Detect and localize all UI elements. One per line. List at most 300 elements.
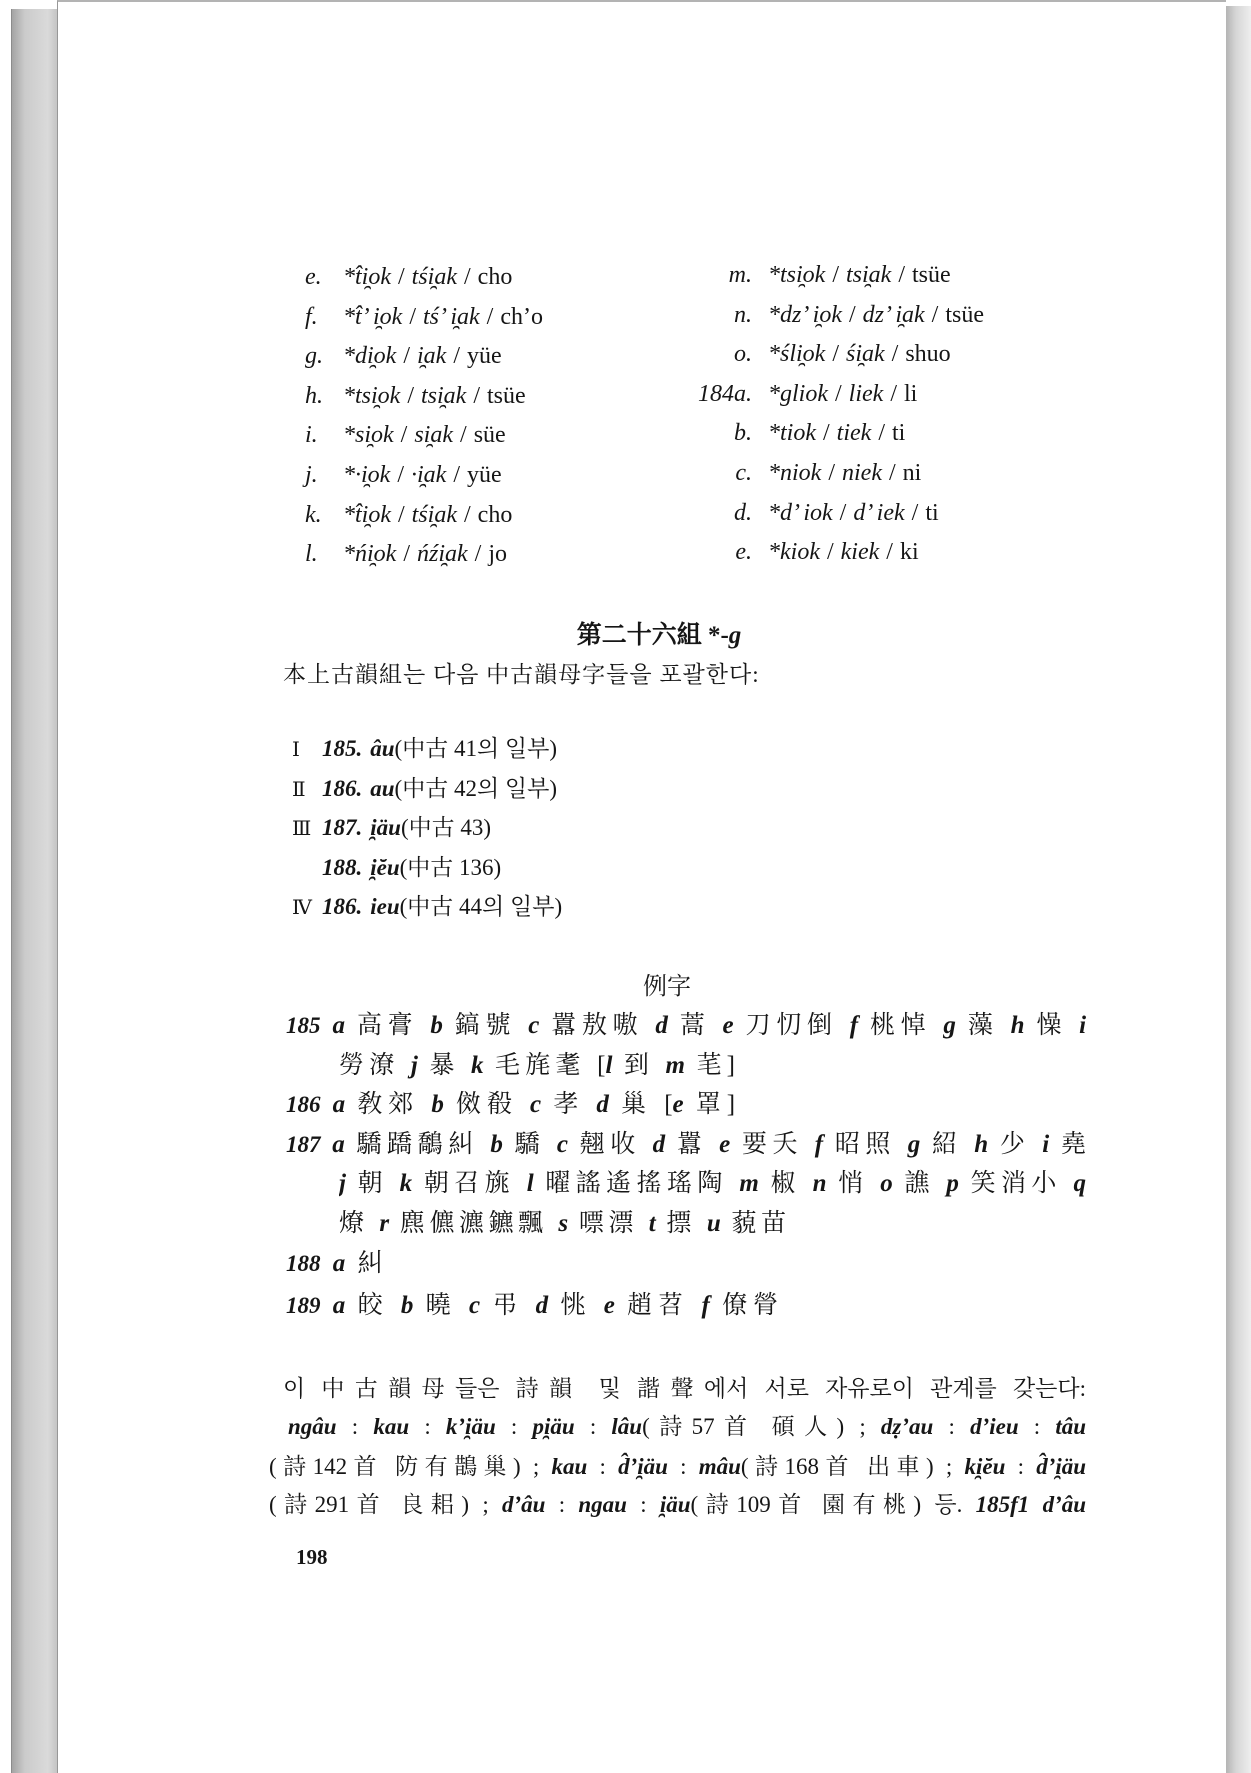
rime-note: (中古 44의 일부) [399,894,563,920]
separator: / [832,341,839,368]
separator: / [400,422,408,449]
examples-heading: 例字 [643,974,691,1000]
romanized-text: lâu [611,1414,643,1439]
rime-list [292,729,562,927]
example-characters: 僚膋 [722,1292,778,1320]
romanized-text: i [1042,1130,1050,1158]
romanized-text: h [974,1130,989,1158]
archaic-reading: *tiok [768,420,816,447]
archaic-reading: *niok [768,459,822,486]
example-characters: 懆 [1036,1012,1068,1039]
modern-reading: ki [899,539,919,566]
separator: / [473,382,480,409]
ancient-reading: ·i̯ak [411,461,447,488]
romanized-text: k [399,1170,413,1198]
archaic-reading: *t̂i̯ok [343,264,391,290]
romanized-text: g [943,1012,956,1039]
romanized-text: d [652,1130,666,1158]
example-letter [431,1091,444,1118]
example-lines [286,1006,1086,1326]
transcription-entry [305,377,543,417]
ancient-reading: d’ iek [853,499,905,526]
entry-label: i. [305,422,318,449]
separator: / [464,501,471,528]
romanized-text: a [332,1292,346,1320]
modern-reading: süe [473,422,506,449]
example-characters: 朝召旐 [423,1170,516,1198]
archaic-reading: *dz’ i̯ok [768,301,842,328]
example-characters: 燎 [339,1209,369,1237]
modern-reading: ni [902,459,922,486]
roman-numeral: Ⅲ [292,818,312,841]
example-letter [339,1170,346,1197]
example-letter [400,1170,413,1197]
romanized-text: dẓ’au [880,1414,934,1439]
ancient-reading: dz’ i̯ak [862,301,925,328]
entry-label: e. [305,264,322,290]
example-letter [880,1170,893,1197]
archaic-reading: *śli̯ok [768,341,826,368]
example-group-number: 185 [286,1013,321,1038]
romanized-text: t [648,1209,656,1237]
transcription-entry [672,256,984,296]
romanized-text: b [490,1130,503,1158]
rime-item [292,887,562,927]
separator: / [878,420,885,447]
example-letter [974,1131,988,1158]
rime-note: (中古 136) [399,854,502,880]
separator: / [839,499,847,526]
archaic-reading: *tsi̯ok [768,262,826,288]
roman-numeral: Ⅳ [292,897,312,920]
romanized-text: ngâu [288,1414,337,1439]
example-characters: 椒 [770,1170,801,1198]
rhyme-group-intro: 本上古韻組는 다음 中古韻母字들을 포괄한다: [283,662,760,687]
transcription-entry [672,375,984,415]
separator: / [832,262,839,288]
ancient-reading: i̯ak [417,343,447,370]
ancient-reading: tsi̯ak [421,382,467,409]
romanized-text: d’âu [1042,1492,1086,1517]
example-letter [527,1170,534,1197]
transcription-entry [672,494,984,534]
separator: / [409,303,416,330]
example-characters: 囂 [676,1130,708,1158]
romanized-text: k [471,1051,484,1079]
romanized-text: c [468,1292,481,1320]
example-letter [850,1012,858,1039]
example-letter [557,1131,568,1158]
example-characters: 孝 [553,1091,585,1119]
paragraph-line: 이 中古韻母들은 詩韻 및 諧聲에서 서로 자유로이 관계를 갖는다: [283,1376,1086,1401]
example-group-number: 189 [286,1293,321,1319]
romanized-text: o [880,1170,893,1198]
romanized-text: e [672,1091,684,1119]
romanized-text: p [946,1170,959,1198]
roman-numeral: Ⅱ [292,778,306,801]
paragraph-line: ngâu : kau : k’i̯äu : pi̯äu : lâu(詩57首 碩人) ; dẓ’au : d’ieu : tâu [288,1414,1086,1439]
separator: / [849,301,856,328]
example-letter [943,1012,956,1039]
romanized-text: a [332,1091,346,1119]
romanized-text: ki̯ĕu [964,1454,1006,1479]
entry-label: 184a. [698,380,752,407]
rime-item [292,808,562,848]
rime-number: 185. [322,736,363,761]
example-letter [469,1292,480,1319]
modern-reading: ti [925,499,939,526]
example-letter [653,1131,666,1158]
romanized-text: i̯äu [659,1492,691,1517]
romanized-text: j [339,1170,346,1198]
example-letter [1042,1131,1049,1158]
entry-label: m. [728,262,752,288]
romanized-text: n [812,1170,827,1198]
romanized-text: l [605,1051,613,1079]
example-line [286,1006,1086,1046]
example-letter [333,1250,346,1277]
transcription-entry [305,258,543,298]
example-characters: 勞潦 [339,1051,400,1079]
romanized-text: d̂’i̯äu [1036,1454,1086,1479]
romanized-text: f [814,1130,824,1158]
romanized-text: b [430,1012,443,1039]
modern-reading: yüe [467,343,502,370]
example-letter [332,1012,345,1039]
romanized-text: d [655,1012,668,1039]
example-letter [723,1012,734,1039]
example-group-number: 187 [286,1131,321,1157]
example-characters: 嘌漂 [578,1209,638,1237]
example-letter [1073,1170,1086,1197]
romanized-text: a [332,1012,345,1039]
romanized-text: j [410,1051,418,1079]
example-characters: 摽 [666,1209,697,1237]
romanized-text: kau [551,1454,588,1479]
separator: / [486,303,494,330]
paragraph-line: (詩291首 良耜) ; d’âu : ngau : i̯äu(詩109首 園有桃) 등. 185f1 d’âu [269,1492,1086,1517]
page-number: 198 [296,1545,328,1569]
example-characters: 少 [999,1130,1031,1158]
example-characters: 藻 [967,1012,999,1039]
entry-label: b. [734,420,752,447]
ancient-reading: niek [842,459,882,486]
example-letter [401,1292,414,1319]
ancient-reading: kiek [840,539,880,566]
example-characters: 麃儦瀌鑣飄 [399,1209,548,1237]
archaic-reading: *si̯ok [343,422,394,449]
separator: / [823,420,830,447]
romanized-text: g [907,1130,921,1158]
separator: / [474,541,482,568]
modern-reading: jo [488,541,508,568]
entry-label: f. [305,303,318,330]
example-characters: 朝 [357,1170,389,1198]
rime-note: (中古 41의 일부) [394,736,558,761]
rime-number: 187. [322,815,363,841]
archaic-reading: *t̂i̯ok [343,501,391,528]
transcription-entry [305,298,543,338]
example-letter [430,1012,443,1039]
modern-reading: shuo [905,341,951,368]
example-letter [536,1292,549,1319]
ancient-reading: tsi̯ak [846,262,892,288]
example-characters: 堯 [1060,1130,1086,1158]
romanized-text: l [526,1170,534,1198]
example-line [286,1244,416,1284]
archaic-reading: *kiok [768,539,820,566]
modern-reading: ch’o [500,303,543,330]
entry-label: o. [734,341,752,368]
example-letter [332,1131,345,1158]
page-edge-shadow [1226,6,1251,1773]
romanized-text: mâu [698,1454,741,1479]
example-characters: 到 [623,1051,655,1079]
romanized-text: m [665,1051,685,1079]
example-line [286,1286,778,1326]
romanized-text: d’âu [502,1492,546,1517]
romanized-text: q [1073,1170,1086,1198]
example-line [339,1164,1086,1204]
example-characters: 笑消小 [970,1170,1062,1198]
romanized-text: a [332,1249,346,1277]
example-letter [813,1170,827,1197]
modern-reading: ti [891,420,906,447]
romanized-text: m [739,1170,759,1198]
separator: / [835,380,842,407]
romanized-text: c [528,1012,540,1039]
separator: / [464,264,471,290]
romanized-text: e [719,1130,731,1158]
example-group-number: 186 [286,1092,321,1118]
paragraph-line: (詩142首 防有鵲巢) ; kau : d̂’i̯äu : mâu(詩168首 出車) ; ki̯ĕu : d̂’i̯äu [269,1454,1086,1479]
example-letter [649,1210,656,1237]
romanized-text: f [849,1012,859,1039]
separator: / [890,380,897,407]
modern-reading: tsüe [945,301,985,328]
separator: / [407,382,414,409]
example-letter [666,1052,685,1079]
entry-label: g. [305,343,323,370]
archaic-reading: *gliok [768,380,828,407]
romanized-text: c [530,1091,542,1119]
entry-label: k. [305,501,322,528]
romanized-text: d [535,1292,549,1320]
example-characters: 鎬號 [454,1012,517,1039]
example-characters: 悄 [838,1170,869,1198]
archaic-reading: *tsi̯ok [343,382,401,409]
example-letter [739,1170,758,1197]
romanized-text: kau [373,1414,410,1439]
archaic-reading: *ńi̯ok [343,541,397,568]
example-letter [333,1091,346,1118]
separator: / [460,422,467,449]
example-line [339,1046,735,1086]
transcription-entry [672,454,984,494]
transcription-entry [305,535,543,575]
example-letter [411,1052,418,1079]
example-line [339,1204,786,1244]
romanized-text: c [556,1130,569,1158]
entry-label: j. [305,461,318,488]
example-characters: 昭照 [834,1130,896,1158]
ancient-reading: si̯ak [414,422,454,449]
ancient-reading: tśi̯ak [411,264,457,290]
example-group-number: 188 [286,1250,321,1276]
separator: / [453,461,460,488]
romanized-text: b [431,1091,444,1119]
transcription-entry [672,414,984,454]
separator: / [898,262,905,288]
example-characters: 驕蹻鷮糾 [356,1130,479,1158]
romanized-text: d̂’i̯äu [618,1454,668,1479]
separator: / [891,341,899,368]
example-characters: 囂敖嗷 [551,1012,644,1039]
example-letter [1079,1012,1086,1039]
example-letter [655,1012,668,1039]
modern-reading: li [903,380,918,407]
example-characters: 暴 [429,1051,460,1079]
entry-label: h. [305,382,323,409]
ancient-reading: tśi̯ak [411,501,457,528]
modern-reading: yüe [467,461,502,488]
example-letter [1011,1012,1025,1039]
romanized-text: f [701,1292,710,1320]
example-letter [707,1210,721,1237]
romanized-text: e [722,1012,734,1039]
rhyme-group-heading: 第二十六組 *-g [576,622,742,649]
example-characters: 高膏 [356,1012,419,1039]
rime-item [292,729,562,769]
example-characters: 譙 [904,1170,935,1198]
example-characters: 芼] [696,1051,735,1079]
example-characters: 紹 [931,1130,963,1158]
example-characters: 曉 [425,1292,457,1320]
romanized-text: pi̯äu [532,1414,575,1439]
example-letter [528,1012,539,1039]
romanized-text: ngau [578,1492,627,1517]
romanized-text: 185f1 [975,1492,1030,1517]
example-characters: 蒿 [679,1012,711,1039]
rime-final: au [370,775,395,801]
rime-number: 186. [322,894,363,920]
transcription-entry [305,337,543,377]
romanized-text: a [332,1130,345,1158]
rime-final: ieu [370,894,400,920]
example-letter [471,1052,484,1079]
separator: / [886,539,893,566]
romanized-text: g [728,622,742,649]
rime-number: 188. [322,854,363,880]
book-spine-shadow [11,9,58,1773]
separator: / [888,459,896,486]
example-characters: 刀忉倒 [745,1012,838,1039]
transcription-column-right [672,256,984,573]
example-characters: 皎 [357,1292,389,1320]
example-characters: 弔 [492,1292,524,1320]
example-characters: 藐苗 [731,1209,786,1237]
entry-label: e. [735,539,752,566]
rime-note: (中古 42의 일부) [394,775,558,801]
separator: / [826,539,834,566]
example-letter [946,1170,959,1197]
separator: / [403,541,410,568]
separator: / [911,499,919,526]
example-letter [558,1210,568,1237]
ancient-reading: tś’ i̯ak [423,303,480,330]
rime-number: 186. [322,775,363,801]
example-characters: 毛旄耄 [494,1051,586,1079]
romanized-text: d’ieu [970,1414,1019,1439]
archaic-reading: *t̂’ i̯ok [343,303,403,330]
example-letter [530,1091,541,1118]
entry-label: l. [305,541,318,568]
archaic-reading: *d’ iok [768,499,833,526]
separator: / [931,301,939,328]
rime-note: (中古 43) [400,815,492,841]
romanized-text: i [1079,1012,1086,1039]
romanized-text: d [596,1091,609,1119]
ancient-reading: liek [848,380,884,407]
romanized-text: k’i̯äu [445,1414,496,1439]
rime-item [292,769,562,809]
romanized-text: h [1010,1012,1025,1039]
separator: / [398,501,405,528]
example-characters: 敎郊 [357,1091,420,1119]
transcription-entry [672,296,984,336]
separator: / [828,459,835,486]
example-line [286,1125,1086,1165]
example-characters: 糾 [357,1249,383,1277]
modern-reading: tsüe [487,382,526,409]
entry-label: n. [734,301,752,328]
example-characters: 巢 [621,1091,653,1119]
example-characters: 桃悼 [870,1012,932,1039]
entry-label: d. [734,499,752,526]
example-letter: [e [664,1091,684,1119]
example-letter [596,1091,609,1118]
ancient-reading: tiek [836,420,872,447]
example-characters: 翹收 [579,1130,641,1158]
rime-item [292,848,562,888]
modern-reading: cho [477,264,513,290]
example-characters: 罩] [695,1091,735,1119]
separator: / [397,461,404,488]
transcription-entry [672,335,984,375]
separator: / [403,343,410,370]
romanized-text: e [603,1292,615,1320]
transcription-column-left [305,258,543,575]
example-letter [719,1131,730,1158]
separator: / [398,264,405,290]
transcription-entry [672,533,984,573]
example-letter [490,1131,503,1158]
modern-reading: cho [477,501,513,528]
separator: / [453,343,460,370]
rime-final: i̯äu [370,815,401,841]
example-characters: 傚殽 [456,1091,518,1119]
romanized-text: s [558,1209,569,1237]
archaic-reading: *·i̯ok [343,461,391,488]
romanized-text: u [706,1209,721,1237]
romanized-text: tâu [1055,1414,1086,1439]
example-characters: 曜謠遙搖瑤陶 [545,1170,728,1198]
example-characters: 驕 [514,1130,546,1158]
transcription-entry [305,456,543,496]
example-letter [379,1210,389,1237]
example-characters: 要夭 [742,1130,804,1158]
ancient-reading: ńźi̯ak [417,541,468,568]
